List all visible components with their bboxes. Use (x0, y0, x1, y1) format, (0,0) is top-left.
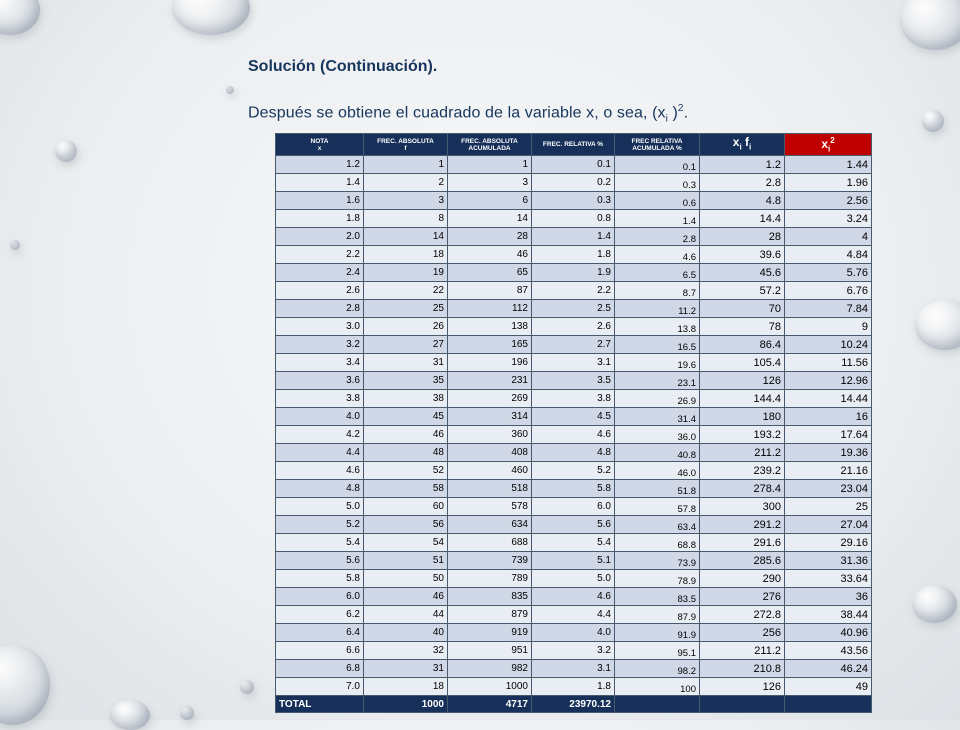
cell-xi-squared: 29.16 (785, 534, 872, 552)
table-row (276, 156, 872, 174)
table-row (276, 210, 872, 228)
cell-frec-absoluta-acumulada: 1000 (448, 678, 532, 696)
cell-frec-relativa: 3.1 (532, 354, 615, 372)
cell-xi-squared: 43.56 (785, 642, 872, 660)
cell-xi-fi: 276 (700, 588, 785, 606)
cell-frec-relativa: 3.8 (532, 390, 615, 408)
cell-xi-fi: 256 (700, 624, 785, 642)
cell-nota: 4.4 (276, 444, 364, 462)
cell-frec-relativa-acumulada: 19.6 (615, 354, 700, 372)
cell-nota: 6.4 (276, 624, 364, 642)
cell-frec-absoluta-acumulada: 165 (448, 336, 532, 354)
cell-frec-absoluta-acumulada: 408 (448, 444, 532, 462)
cell-frec-absoluta: 46 (364, 426, 448, 444)
cell-xi-fi: 239.2 (700, 462, 785, 480)
cell-frec-absoluta-acumulada: 1 (448, 156, 532, 174)
cell-xi-squared: 23.04 (785, 480, 872, 498)
cell-frec-relativa-acumulada: 40.8 (615, 444, 700, 462)
cell-nota: 1.4 (276, 174, 364, 192)
water-drop-decoration (922, 110, 944, 132)
water-drop-decoration (172, 0, 250, 35)
cell-xi-squared: 1.44 (785, 156, 872, 174)
cell-xi-squared: 49 (785, 678, 872, 696)
cell-frec-relativa-acumulada: 51.8 (615, 480, 700, 498)
cell-xi-squared: 6.76 (785, 282, 872, 300)
cell-frec-absoluta: 31 (364, 660, 448, 678)
frequency-table (275, 133, 872, 713)
cell-frec-absoluta-acumulada: 982 (448, 660, 532, 678)
table-row (276, 642, 872, 660)
cell-frec-absoluta-acumulada: 3 (448, 174, 532, 192)
table-row (276, 264, 872, 282)
cell-nota: 5.6 (276, 552, 364, 570)
cell-xi-fi: 211.2 (700, 642, 785, 660)
cell-xi-squared: 12.96 (785, 372, 872, 390)
cell-xi-squared: 14.44 (785, 390, 872, 408)
cell-frec-relativa: 3.5 (532, 372, 615, 390)
cell-xi-squared: 4.84 (785, 246, 872, 264)
table-row (276, 390, 872, 408)
cell-xi-squared: 10.24 (785, 336, 872, 354)
cell-nota: 4.6 (276, 462, 364, 480)
subtitle-subscript: i (665, 113, 668, 125)
cell-frec-relativa: 0.8 (532, 210, 615, 228)
header-frec-relativa: FREC. RELATIVA % (532, 134, 615, 156)
table-row (276, 498, 872, 516)
cell-xi-fi: 28 (700, 228, 785, 246)
table-row (276, 354, 872, 372)
cell-xi-fi: 211.2 (700, 444, 785, 462)
total-frec-relativa: 23970.12 (532, 696, 615, 713)
cell-frec-absoluta: 31 (364, 354, 448, 372)
cell-nota: 2.8 (276, 300, 364, 318)
cell-xi-fi: 290 (700, 570, 785, 588)
cell-frec-absoluta: 54 (364, 534, 448, 552)
cell-frec-absoluta: 56 (364, 516, 448, 534)
cell-frec-relativa-acumulada: 6.5 (615, 264, 700, 282)
cell-frec-relativa-acumulada: 0.6 (615, 192, 700, 210)
cell-frec-relativa-acumulada: 0.1 (615, 156, 700, 174)
cell-frec-relativa-acumulada: 13.8 (615, 318, 700, 336)
table-row (276, 588, 872, 606)
cell-nota: 4.2 (276, 426, 364, 444)
cell-frec-relativa: 6.0 (532, 498, 615, 516)
cell-xi-squared: 3.24 (785, 210, 872, 228)
cell-frec-absoluta-acumulada: 6 (448, 192, 532, 210)
cell-xi-squared: 17.64 (785, 426, 872, 444)
cell-frec-absoluta-acumulada: 269 (448, 390, 532, 408)
cell-xi-squared: 5.76 (785, 264, 872, 282)
cell-frec-absoluta: 60 (364, 498, 448, 516)
cell-xi-fi: 70 (700, 300, 785, 318)
cell-nota: 1.8 (276, 210, 364, 228)
cell-nota: 1.2 (276, 156, 364, 174)
cell-xi-squared: 2.56 (785, 192, 872, 210)
cell-frec-absoluta: 32 (364, 642, 448, 660)
cell-frec-absoluta-acumulada: 634 (448, 516, 532, 534)
cell-frec-relativa: 2.7 (532, 336, 615, 354)
cell-xi-fi: 57.2 (700, 282, 785, 300)
cell-frec-absoluta: 2 (364, 174, 448, 192)
cell-frec-absoluta-acumulada: 196 (448, 354, 532, 372)
total-empty-cell (700, 696, 785, 713)
cell-frec-absoluta-acumulada: 231 (448, 372, 532, 390)
cell-xi-fi: 210.8 (700, 660, 785, 678)
cell-frec-relativa: 3.2 (532, 642, 615, 660)
cell-xi-squared: 33.64 (785, 570, 872, 588)
cell-nota: 4.0 (276, 408, 364, 426)
total-empty-cell (785, 696, 872, 713)
cell-frec-relativa: 4.8 (532, 444, 615, 462)
cell-nota: 4.8 (276, 480, 364, 498)
cell-frec-absoluta: 44 (364, 606, 448, 624)
cell-frec-absoluta: 25 (364, 300, 448, 318)
cell-xi-squared: 7.84 (785, 300, 872, 318)
subtitle-text-suffix: . (683, 104, 689, 122)
table-row (276, 174, 872, 192)
cell-frec-relativa-acumulada: 63.4 (615, 516, 700, 534)
cell-xi-fi: 86.4 (700, 336, 785, 354)
cell-frec-absoluta: 18 (364, 678, 448, 696)
cell-frec-relativa-acumulada: 95.1 (615, 642, 700, 660)
cell-nota: 3.0 (276, 318, 364, 336)
cell-frec-absoluta-acumulada: 518 (448, 480, 532, 498)
cell-frec-absoluta-acumulada: 739 (448, 552, 532, 570)
cell-frec-relativa-acumulada: 68.8 (615, 534, 700, 552)
cell-nota: 6.6 (276, 642, 364, 660)
cell-nota: 3.2 (276, 336, 364, 354)
cell-frec-relativa-acumulada: 11.2 (615, 300, 700, 318)
total-frec-absoluta: 1000 (364, 696, 448, 713)
cell-frec-absoluta: 51 (364, 552, 448, 570)
cell-frec-relativa: 5.4 (532, 534, 615, 552)
cell-xi-squared: 38.44 (785, 606, 872, 624)
table-row (276, 606, 872, 624)
cell-frec-absoluta: 50 (364, 570, 448, 588)
water-drop-decoration (226, 86, 234, 94)
cell-frec-absoluta-acumulada: 87 (448, 282, 532, 300)
cell-frec-absoluta: 40 (364, 624, 448, 642)
cell-frec-absoluta-acumulada: 578 (448, 498, 532, 516)
cell-nota: 5.8 (276, 570, 364, 588)
table-row (276, 318, 872, 336)
cell-xi-squared: 19.36 (785, 444, 872, 462)
water-drop-decoration (0, 0, 40, 35)
cell-frec-absoluta: 8 (364, 210, 448, 228)
table-row (276, 336, 872, 354)
cell-xi-squared: 11.56 (785, 354, 872, 372)
cell-frec-absoluta: 14 (364, 228, 448, 246)
table-row (276, 408, 872, 426)
table-row (276, 480, 872, 498)
cell-xi-squared: 25 (785, 498, 872, 516)
total-empty-cell (615, 696, 700, 713)
cell-xi-squared: 40.96 (785, 624, 872, 642)
cell-nota: 2.6 (276, 282, 364, 300)
cell-frec-relativa-acumulada: 31.4 (615, 408, 700, 426)
table-row (276, 372, 872, 390)
cell-frec-absoluta-acumulada: 65 (448, 264, 532, 282)
cell-xi-fi: 105.4 (700, 354, 785, 372)
cell-frec-relativa-acumulada: 1.4 (615, 210, 700, 228)
cell-xi-fi: 193.2 (700, 426, 785, 444)
table-body (276, 156, 872, 696)
water-drop-decoration (915, 300, 960, 350)
cell-nota: 5.0 (276, 498, 364, 516)
cell-frec-relativa-acumulada: 16.5 (615, 336, 700, 354)
cell-frec-absoluta-acumulada: 138 (448, 318, 532, 336)
header-frec-absoluta-acumulada: FREC. ABSOLUTA ACUMULADA (448, 134, 532, 156)
cell-frec-absoluta-acumulada: 919 (448, 624, 532, 642)
cell-frec-relativa: 2.6 (532, 318, 615, 336)
header-frec-absoluta: FREC. ABSOLUTA f (364, 134, 448, 156)
cell-xi-fi: 291.2 (700, 516, 785, 534)
cell-xi-fi: 144.4 (700, 390, 785, 408)
cell-nota: 5.4 (276, 534, 364, 552)
header-frec-relativa-acumulada: FREC RELATIVA ACUMULADA % (615, 134, 700, 156)
table-row (276, 228, 872, 246)
total-frec-absoluta-acumulada: 4717 (448, 696, 532, 713)
cell-frec-relativa: 0.1 (532, 156, 615, 174)
cell-frec-relativa: 4.6 (532, 426, 615, 444)
cell-frec-relativa: 0.3 (532, 192, 615, 210)
subtitle-superscript: 2 (677, 103, 684, 114)
table-row (276, 462, 872, 480)
cell-frec-absoluta: 48 (364, 444, 448, 462)
cell-frec-absoluta-acumulada: 28 (448, 228, 532, 246)
cell-frec-relativa: 5.8 (532, 480, 615, 498)
cell-frec-relativa: 4.0 (532, 624, 615, 642)
subtitle-text-mid: ) (667, 104, 678, 122)
cell-frec-absoluta: 18 (364, 246, 448, 264)
table-row (276, 516, 872, 534)
table-row (276, 660, 872, 678)
cell-xi-squared: 21.16 (785, 462, 872, 480)
cell-frec-relativa: 0.2 (532, 174, 615, 192)
cell-xi-fi: 278.4 (700, 480, 785, 498)
cell-frec-absoluta-acumulada: 314 (448, 408, 532, 426)
cell-nota: 2.2 (276, 246, 364, 264)
cell-xi-fi: 78 (700, 318, 785, 336)
water-drop-decoration (0, 645, 50, 725)
slide-title: Solución (Continuación). (248, 58, 438, 75)
cell-frec-absoluta: 35 (364, 372, 448, 390)
subtitle-text: Después se obtiene el cuadrado de la variable x, o sea, (x (248, 104, 666, 122)
cell-frec-relativa: 4.5 (532, 408, 615, 426)
cell-frec-relativa-acumulada: 98.2 (615, 660, 700, 678)
cell-xi-fi: 4.8 (700, 192, 785, 210)
water-drop-decoration (10, 240, 20, 250)
cell-frec-relativa-acumulada: 91.9 (615, 624, 700, 642)
cell-frec-relativa: 5.0 (532, 570, 615, 588)
cell-frec-absoluta-acumulada: 951 (448, 642, 532, 660)
cell-frec-relativa-acumulada: 73.9 (615, 552, 700, 570)
cell-frec-relativa: 2.5 (532, 300, 615, 318)
cell-xi-fi: 126 (700, 678, 785, 696)
total-label: TOTAL (276, 696, 364, 713)
cell-frec-absoluta: 45 (364, 408, 448, 426)
table-row (276, 678, 872, 696)
table-row (276, 426, 872, 444)
water-drop-decoration (912, 585, 957, 623)
cell-frec-relativa-acumulada: 46.0 (615, 462, 700, 480)
cell-frec-relativa: 5.2 (532, 462, 615, 480)
cell-frec-absoluta: 1 (364, 156, 448, 174)
cell-frec-absoluta-acumulada: 14 (448, 210, 532, 228)
water-drop-decoration (55, 140, 77, 162)
cell-frec-absoluta: 46 (364, 588, 448, 606)
cell-xi-fi: 291.6 (700, 534, 785, 552)
cell-frec-relativa: 1.4 (532, 228, 615, 246)
cell-nota: 3.6 (276, 372, 364, 390)
cell-frec-relativa-acumulada: 57.8 (615, 498, 700, 516)
table-row (276, 192, 872, 210)
cell-frec-absoluta-acumulada: 688 (448, 534, 532, 552)
water-drop-decoration (240, 680, 254, 694)
cell-xi-fi: 300 (700, 498, 785, 516)
cell-nota: 2.0 (276, 228, 364, 246)
cell-nota: 1.6 (276, 192, 364, 210)
cell-nota: 3.8 (276, 390, 364, 408)
cell-frec-absoluta: 22 (364, 282, 448, 300)
table-row (276, 534, 872, 552)
cell-frec-relativa: 4.4 (532, 606, 615, 624)
cell-nota: 5.2 (276, 516, 364, 534)
cell-xi-squared: 4 (785, 228, 872, 246)
table-row (276, 444, 872, 462)
cell-frec-relativa-acumulada: 78.9 (615, 570, 700, 588)
cell-frec-relativa-acumulada: 4.6 (615, 246, 700, 264)
water-drop-decoration (900, 0, 960, 50)
cell-frec-relativa: 1.9 (532, 264, 615, 282)
table-row (276, 570, 872, 588)
cell-nota: 6.2 (276, 606, 364, 624)
table-total-row (276, 696, 872, 713)
cell-xi-squared: 1.96 (785, 174, 872, 192)
cell-frec-absoluta: 3 (364, 192, 448, 210)
table-row (276, 300, 872, 318)
cell-frec-relativa-acumulada: 36.0 (615, 426, 700, 444)
cell-frec-relativa-acumulada: 23.1 (615, 372, 700, 390)
cell-frec-absoluta: 38 (364, 390, 448, 408)
cell-nota: 2.4 (276, 264, 364, 282)
cell-frec-relativa: 4.6 (532, 588, 615, 606)
water-drop-decoration (110, 700, 150, 730)
table-row (276, 552, 872, 570)
cell-frec-relativa: 1.8 (532, 246, 615, 264)
header-xi-fi: $x_i$ $f_i$ (700, 134, 785, 156)
cell-xi-squared: 46.24 (785, 660, 872, 678)
cell-frec-absoluta-acumulada: 46 (448, 246, 532, 264)
cell-xi-fi: 39.6 (700, 246, 785, 264)
cell-frec-absoluta-acumulada: 460 (448, 462, 532, 480)
cell-xi-squared: 27.04 (785, 516, 872, 534)
cell-frec-relativa: 1.8 (532, 678, 615, 696)
cell-frec-relativa: 5.1 (532, 552, 615, 570)
cell-xi-squared: 16 (785, 408, 872, 426)
cell-frec-absoluta-acumulada: 879 (448, 606, 532, 624)
cell-frec-absoluta: 58 (364, 480, 448, 498)
cell-frec-absoluta-acumulada: 360 (448, 426, 532, 444)
water-drop-decoration (180, 706, 194, 720)
cell-xi-squared: 9 (785, 318, 872, 336)
cell-frec-absoluta-acumulada: 835 (448, 588, 532, 606)
cell-frec-relativa-acumulada: 100 (615, 678, 700, 696)
cell-nota: 6.0 (276, 588, 364, 606)
cell-frec-relativa-acumulada: 2.8 (615, 228, 700, 246)
header-xi-squared: $x_i^2$ (785, 134, 872, 156)
table-row (276, 246, 872, 264)
cell-xi-fi: 14.4 (700, 210, 785, 228)
cell-nota: 6.8 (276, 660, 364, 678)
cell-xi-fi: 180 (700, 408, 785, 426)
cell-xi-squared: 31.36 (785, 552, 872, 570)
cell-frec-absoluta: 52 (364, 462, 448, 480)
cell-frec-absoluta-acumulada: 112 (448, 300, 532, 318)
cell-frec-relativa: 3.1 (532, 660, 615, 678)
cell-xi-fi: 1.2 (700, 156, 785, 174)
cell-frec-relativa-acumulada: 83.5 (615, 588, 700, 606)
cell-xi-fi: 272.8 (700, 606, 785, 624)
cell-frec-absoluta: 19 (364, 264, 448, 282)
cell-frec-relativa-acumulada: 8.7 (615, 282, 700, 300)
cell-xi-fi: 126 (700, 372, 785, 390)
cell-xi-fi: 45.6 (700, 264, 785, 282)
table-header-row (276, 134, 872, 156)
cell-frec-absoluta: 26 (364, 318, 448, 336)
cell-frec-absoluta-acumulada: 789 (448, 570, 532, 588)
slide-subtitle (248, 103, 688, 125)
table-row (276, 624, 872, 642)
header-nota: NOTA x (276, 134, 364, 156)
cell-nota: 7.0 (276, 678, 364, 696)
cell-xi-fi: 285.6 (700, 552, 785, 570)
cell-frec-relativa-acumulada: 0.3 (615, 174, 700, 192)
cell-frec-relativa-acumulada: 26.9 (615, 390, 700, 408)
cell-nota: 3.4 (276, 354, 364, 372)
cell-xi-squared: 36 (785, 588, 872, 606)
cell-xi-fi: 2.8 (700, 174, 785, 192)
cell-frec-relativa: 5.6 (532, 516, 615, 534)
cell-frec-relativa-acumulada: 87.9 (615, 606, 700, 624)
cell-frec-relativa: 2.2 (532, 282, 615, 300)
table-row (276, 282, 872, 300)
cell-frec-absoluta: 27 (364, 336, 448, 354)
